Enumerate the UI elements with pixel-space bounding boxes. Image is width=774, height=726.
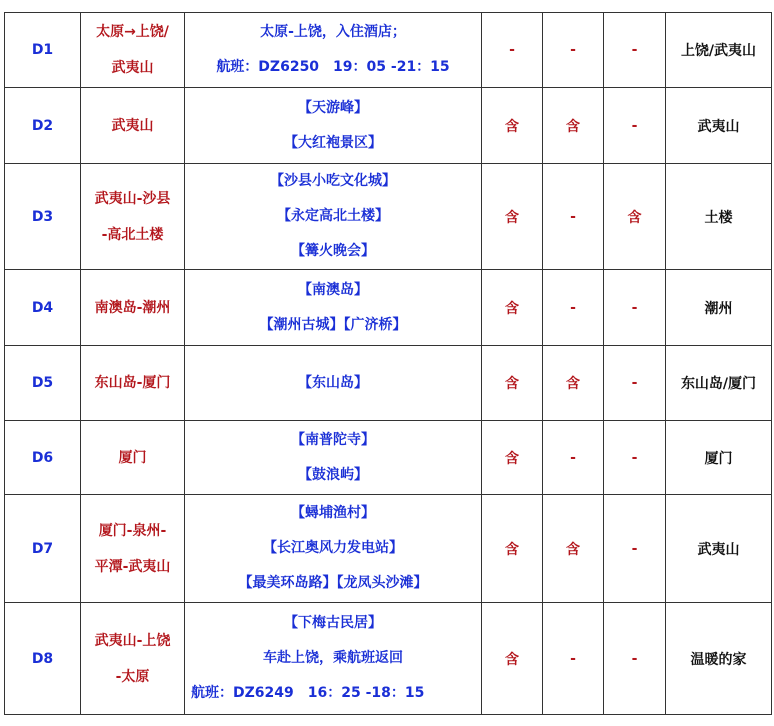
day-label: D5 [5, 346, 81, 421]
activity-line: 【东山岛】 [298, 374, 368, 391]
dinner-cell: - [604, 421, 666, 495]
lunch-cell: - [543, 164, 604, 270]
day-row [5, 270, 772, 346]
day-row [5, 164, 772, 270]
activities-cell [185, 13, 482, 88]
activity-line: 车赴上饶，乘航班返回 [263, 650, 403, 666]
activity-line: 【长江奥风力发电站】 [263, 540, 403, 556]
stay-cell: 武夷山 [666, 88, 772, 164]
lunch-cell: - [543, 603, 604, 715]
activity-line: 【下梅古民居】 [284, 615, 382, 631]
dinner-cell: - [604, 603, 666, 715]
breakfast-cell: 含 [482, 88, 543, 164]
activity-line: 【南澳岛】 [298, 281, 368, 298]
day-row [5, 346, 772, 421]
dinner-cell: - [604, 495, 666, 603]
day-row [5, 495, 772, 603]
activities-cell [185, 270, 482, 346]
route-cell [81, 13, 185, 88]
activities-cell [185, 346, 482, 421]
route-cell [81, 495, 185, 603]
route-line: 武夷山-沙县 [94, 190, 171, 207]
breakfast-cell: 含 [482, 603, 543, 715]
activities-cell [185, 88, 482, 164]
day-row [5, 88, 772, 164]
route-line: 太原→上饶/ [96, 24, 169, 40]
activity-line: 【大红袍景区】 [284, 134, 382, 151]
route-line: 武夷山-上饶 [94, 632, 171, 649]
dinner-cell: - [604, 270, 666, 346]
breakfast-cell: 含 [482, 346, 543, 421]
breakfast-cell: 含 [482, 421, 543, 495]
stay-cell: 潮州 [666, 270, 772, 346]
stay-cell: 温暖的家 [666, 603, 772, 715]
route-line: 南澳岛-潮州 [94, 299, 171, 316]
day-label: D7 [5, 495, 81, 603]
activities-cell [185, 421, 482, 495]
day-label: D6 [5, 421, 81, 495]
activity-line: 【天游峰】 [298, 99, 368, 116]
route-line: 东山岛-厦门 [94, 375, 171, 391]
route-line: 平潭-武夷山 [94, 558, 171, 575]
lunch-cell: 含 [543, 495, 604, 603]
breakfast-cell: - [482, 13, 543, 88]
day-label: D1 [5, 13, 81, 88]
lunch-cell: - [543, 421, 604, 495]
day-row [5, 13, 772, 88]
day-label: D4 [5, 270, 81, 346]
day-row [5, 603, 772, 715]
route-cell [81, 270, 185, 346]
lunch-cell: 含 [543, 346, 604, 421]
activities-cell [185, 603, 482, 715]
activities-cell [185, 495, 482, 603]
day-label: D8 [5, 603, 81, 715]
activity-line: 航班：DZ6249 16：25 -18：15 [191, 685, 425, 701]
route-line: 厦门-泉州- [98, 522, 167, 539]
lunch-cell: - [543, 270, 604, 346]
activity-line: 【蟳埔渔村】 [291, 505, 375, 521]
stay-cell: 土楼 [666, 164, 772, 270]
lunch-cell: - [543, 13, 604, 88]
route-cell [81, 88, 185, 164]
dinner-cell: 含 [604, 164, 666, 270]
activity-line: 【鼓浪屿】 [298, 466, 368, 483]
activity-line: 【沙县小吃文化城】 [270, 173, 396, 189]
itinerary-table [4, 12, 772, 715]
dinner-cell: - [604, 13, 666, 88]
activity-line: 【最美环岛路】【龙凤头沙滩】 [238, 575, 428, 591]
route-cell [81, 164, 185, 270]
route-line: 厦门 [118, 449, 147, 466]
breakfast-cell: 含 [482, 495, 543, 603]
stay-cell: 武夷山 [666, 495, 772, 603]
stay-cell: 厦门 [666, 421, 772, 495]
breakfast-cell: 含 [482, 270, 543, 346]
itinerary-body [5, 13, 772, 715]
dinner-cell: - [604, 88, 666, 164]
activities-cell [185, 164, 482, 270]
route-line: 武夷山 [111, 117, 154, 134]
activity-line: 【潮州古城】【广济桥】 [259, 316, 407, 333]
route-line: 武夷山 [111, 60, 154, 76]
lunch-cell: 含 [543, 88, 604, 164]
activity-line: 【南普陀寺】 [291, 431, 375, 448]
activity-line: 航班：DZ6250 19：05 -21：15 [216, 59, 450, 75]
activity-line: 【永定高北土楼】 [277, 208, 389, 224]
activity-line: 太原-上饶，入住酒店； [260, 24, 406, 40]
breakfast-cell: 含 [482, 164, 543, 270]
day-row [5, 421, 772, 495]
activity-line: 【篝火晚会】 [291, 243, 375, 259]
route-cell [81, 603, 185, 715]
route-cell [81, 421, 185, 495]
stay-cell: 上饶/武夷山 [666, 13, 772, 88]
stay-cell: 东山岛/厦门 [666, 346, 772, 421]
dinner-cell: - [604, 346, 666, 421]
route-line: -高北土楼 [101, 226, 164, 243]
route-line: -太原 [115, 668, 150, 685]
day-label: D3 [5, 164, 81, 270]
route-cell [81, 346, 185, 421]
day-label: D2 [5, 88, 81, 164]
